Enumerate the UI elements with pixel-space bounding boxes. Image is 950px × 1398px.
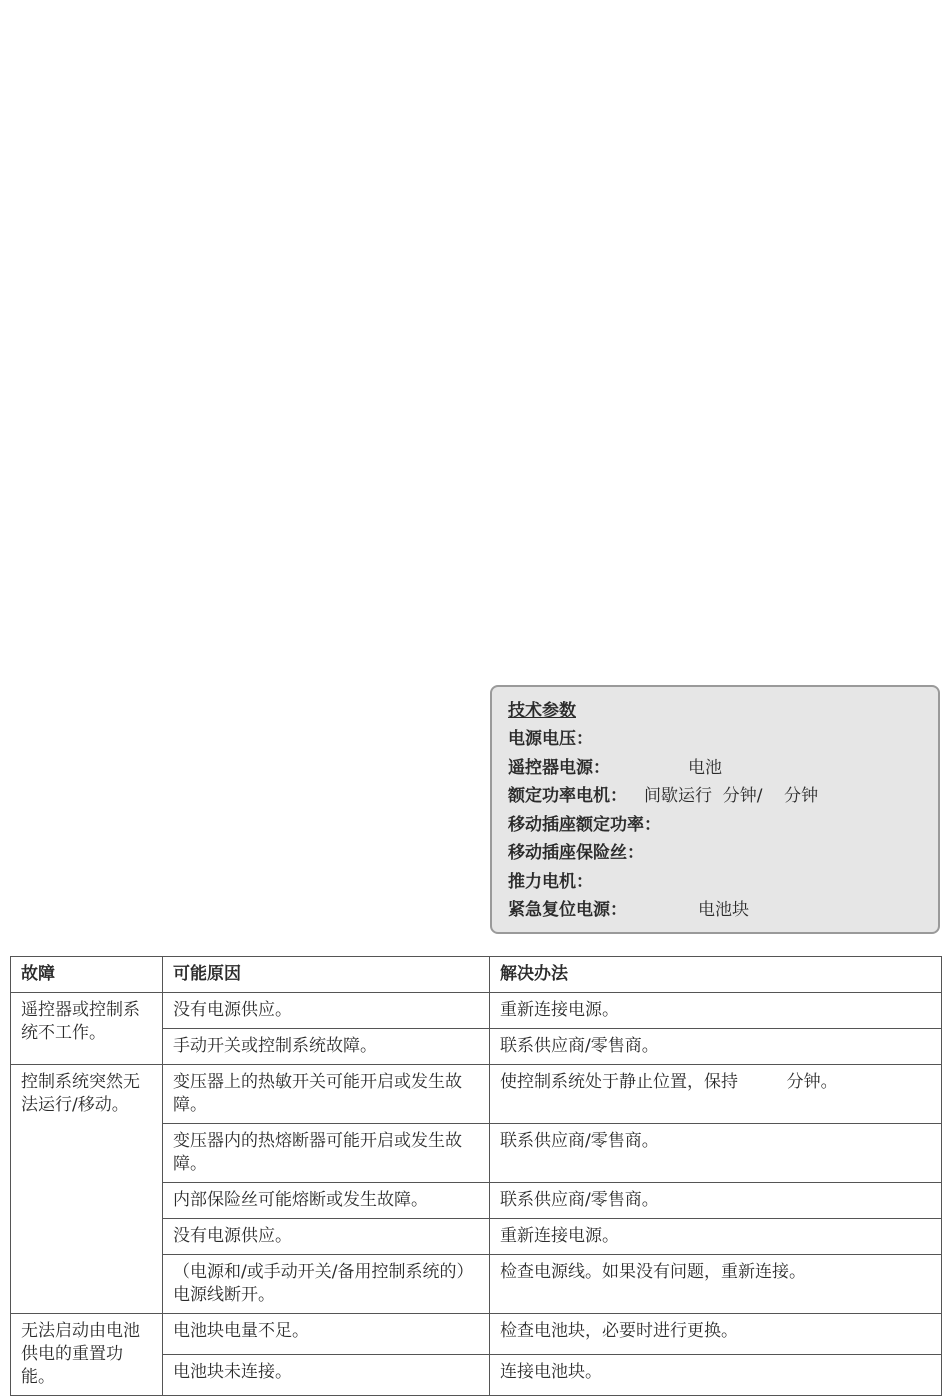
fault-cell: 控制系统突然无法运行/移动。 <box>11 1065 163 1314</box>
spec-label: 遥控器电源： <box>508 757 610 778</box>
solution-cell: 使控制系统处于静止位置，保持 分钟。 <box>490 1065 942 1124</box>
troubleshooting-table <box>10 956 942 1396</box>
spec-value: 电池块 <box>698 900 749 920</box>
header-solution: 解决办法 <box>490 957 942 993</box>
cause-cell: 内部保险丝可能熔断或发生故障。 <box>163 1183 490 1219</box>
spec-row-emergency-reset-power <box>508 896 922 925</box>
spec-row-motor-rating <box>508 782 922 811</box>
solution-cell: 重新连接电源。 <box>490 993 942 1029</box>
solution-cell: 联系供应商/零售商。 <box>490 1029 942 1065</box>
table-row <box>11 993 942 1029</box>
solution-cell: 连接电池块。 <box>490 1355 942 1396</box>
fault-cell: 无法启动由电池供电的重置功能。 <box>11 1314 163 1396</box>
table-header-row <box>11 957 942 993</box>
solution-cell: 检查电池块，必要时进行更换。 <box>490 1314 942 1355</box>
spec-row-supply-voltage <box>508 725 922 754</box>
header-fault: 故障 <box>11 957 163 993</box>
spec-row-socket-rating <box>508 811 922 840</box>
technical-specs-box <box>490 685 940 934</box>
fault-cell: 遥控器或控制系统不工作。 <box>11 993 163 1065</box>
cause-cell: 变压器内的热熔断器可能开启或发生故障。 <box>163 1124 490 1183</box>
spec-row-remote-power <box>508 754 922 783</box>
cause-cell: 电池块未连接。 <box>163 1355 490 1396</box>
spec-label: 移动插座保险丝： <box>508 843 644 863</box>
spec-value: 电池 <box>688 757 722 778</box>
header-cause: 可能原因 <box>163 957 490 993</box>
cause-cell: 电池块电量不足。 <box>163 1314 490 1355</box>
solution-cell: 重新连接电源。 <box>490 1219 942 1255</box>
cause-cell: 变压器上的热敏开关可能开启或发生故障。 <box>163 1065 490 1124</box>
spec-label: 紧急复位电源： <box>508 900 627 920</box>
cause-cell: 没有电源供应。 <box>163 1219 490 1255</box>
spec-row-socket-fuse <box>508 839 922 868</box>
spec-row-thrust-motor <box>508 868 922 897</box>
solution-cell: 检查电源线。如果没有问题，重新连接。 <box>490 1255 942 1314</box>
spec-label: 移动插座额定功率： <box>508 814 661 835</box>
spec-label: 推力电机： <box>508 871 593 892</box>
table-row <box>11 1314 942 1355</box>
table-row <box>11 1065 942 1124</box>
cause-cell: 手动开关或控制系统故障。 <box>163 1029 490 1065</box>
cause-cell: （电源和/或手动开关/备用控制系统的）电源线断开。 <box>163 1255 490 1314</box>
solution-cell: 联系供应商/零售商。 <box>490 1124 942 1183</box>
cause-cell: 没有电源供应。 <box>163 993 490 1029</box>
spec-label: 电源电压： <box>508 729 593 749</box>
spec-value: 间歇运行 分钟/ 分钟 <box>644 786 819 806</box>
solution-cell: 联系供应商/零售商。 <box>490 1183 942 1219</box>
spec-title: 技术参数 <box>508 701 576 721</box>
spec-label: 额定功率电机： <box>508 786 627 806</box>
